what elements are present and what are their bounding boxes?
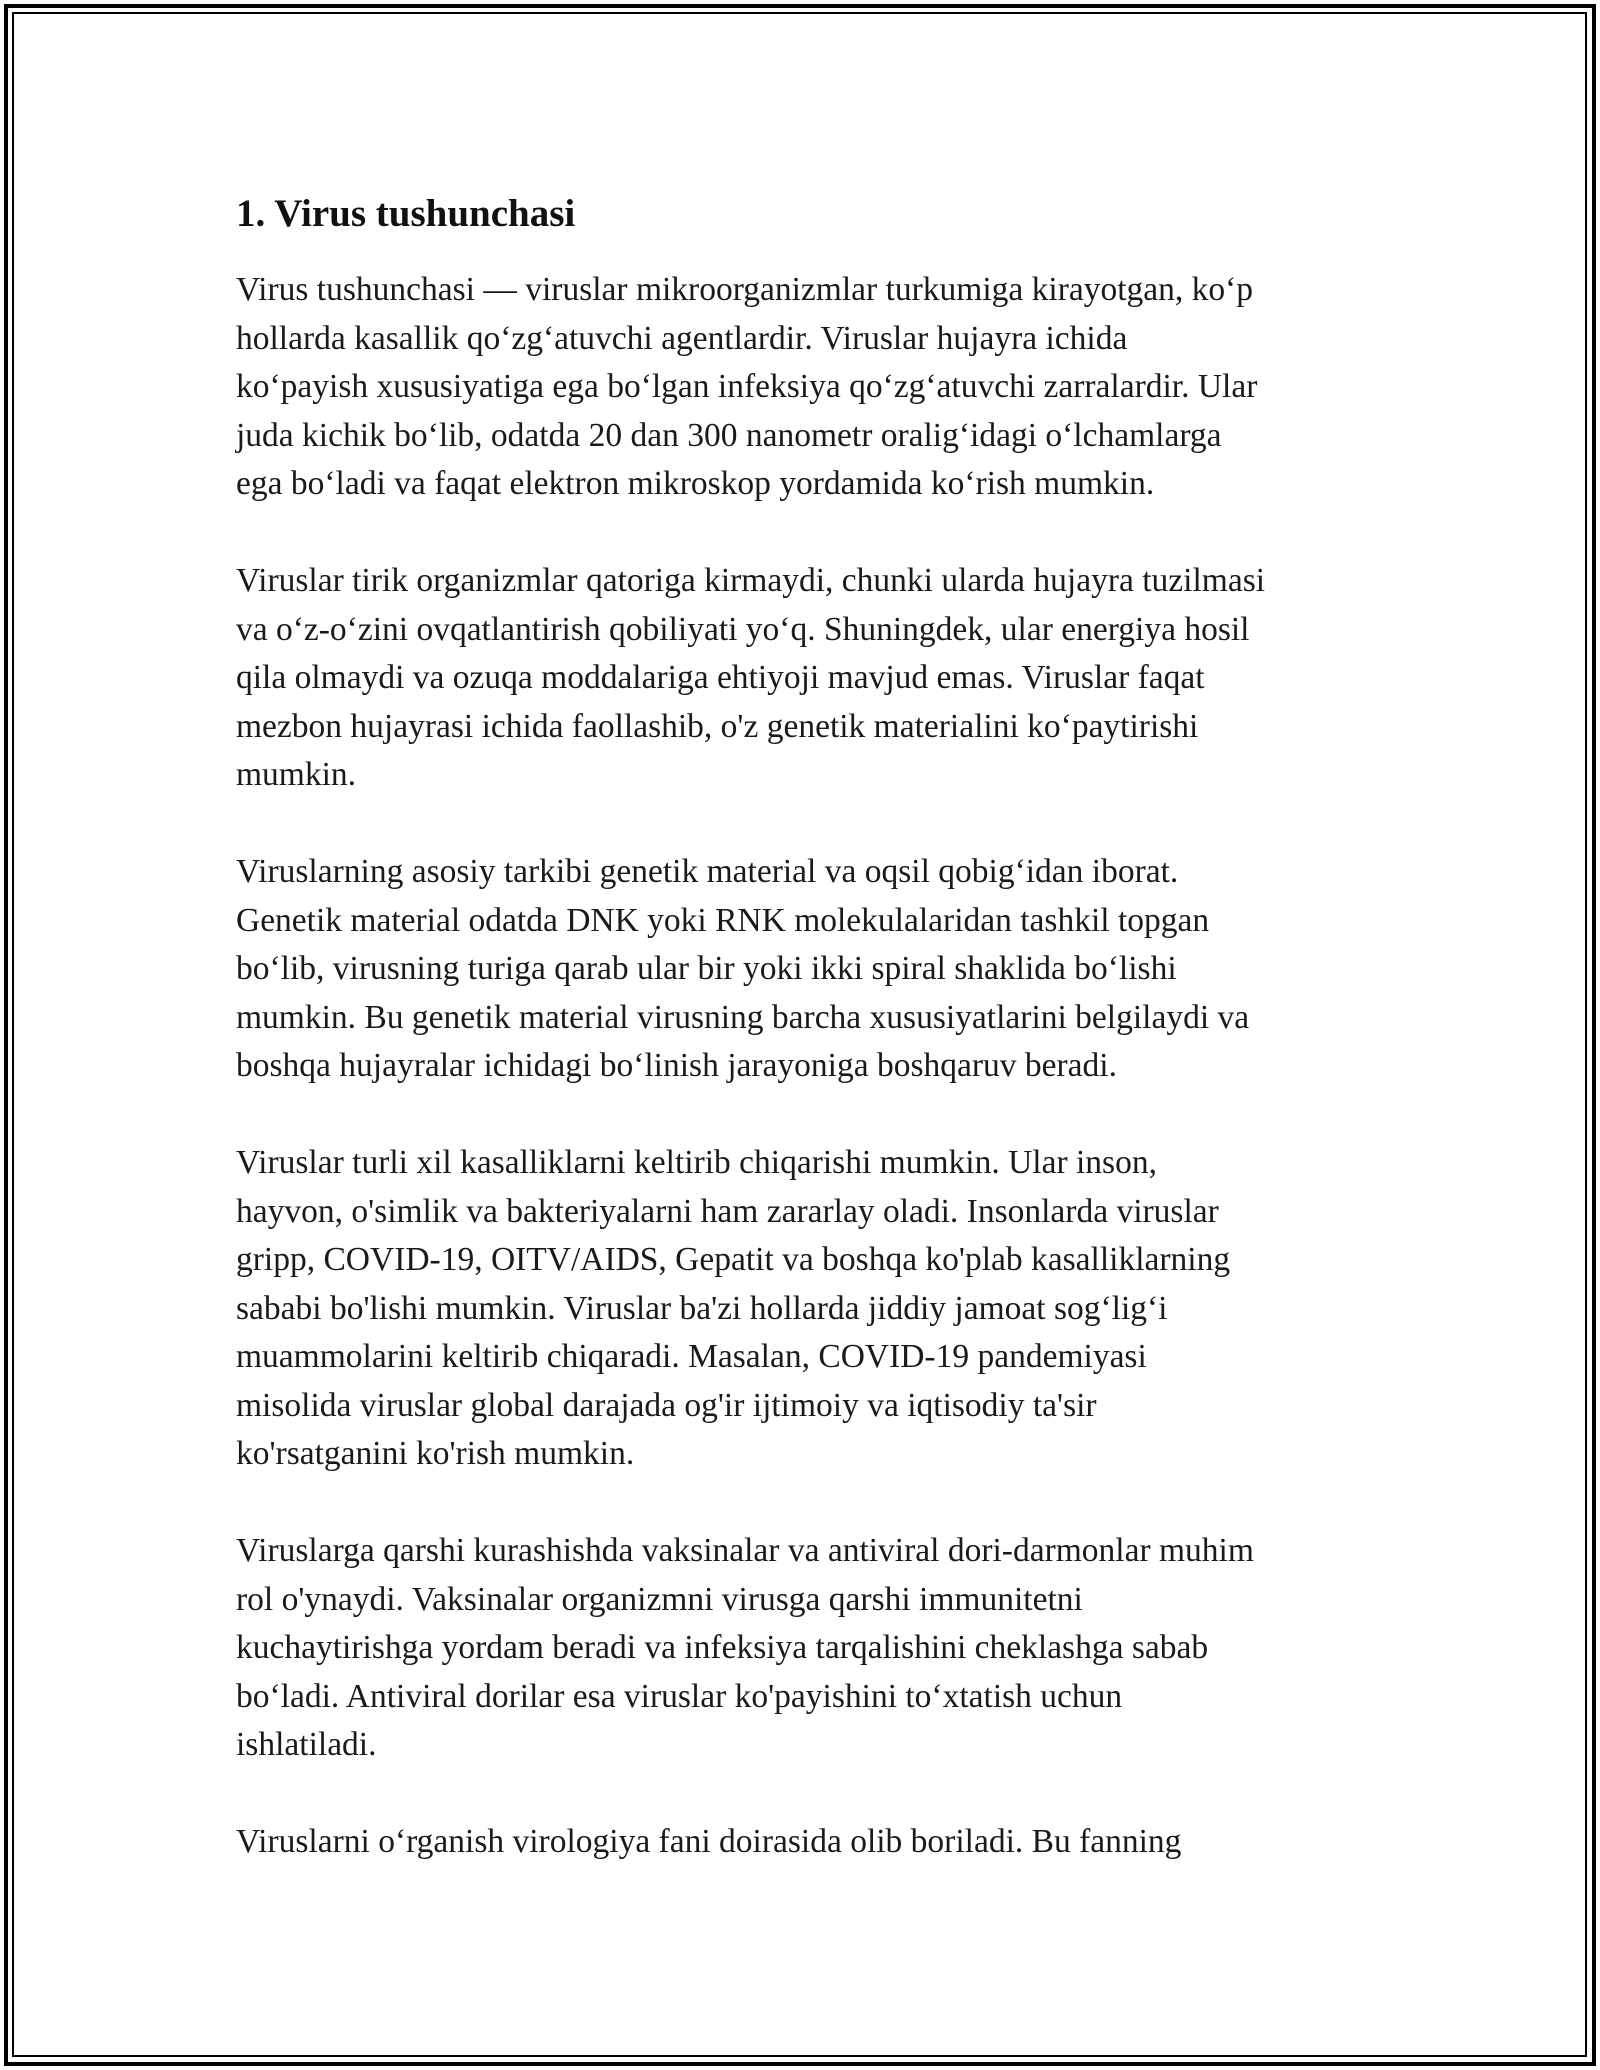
paragraph-line: mumkin. Bu genetik material virusning barcha xususiyatlarini belgilaydi va <box>236 998 1250 1036</box>
paragraph <box>236 266 1366 509</box>
paragraph-line: Genetik material odatda DNK yoki RNK molekulalaridan tashkil topgan <box>236 901 1210 939</box>
paragraph-line: gripp, COVID-19, OITV/AIDS, Gepatit va boshqa ko'plab kasalliklarning <box>236 1241 1231 1278</box>
paragraph-line: mezbon hujayrasi ichida faollashib, o'z genetik materialini koʻpaytirishi <box>236 707 1199 745</box>
paragraph <box>236 1527 1366 1770</box>
paragraph-line: kuchaytirishga yordam beradi va infeksiya tarqalishini cheklashga sabab <box>236 1629 1209 1666</box>
paragraph-line: Viruslarni oʻrganish virologiya fani doirasida olib boriladi. Bu fanning <box>236 1823 1182 1860</box>
paragraph-line: koʻpayish xususiyatiga ega boʻlgan infeksiya qoʻzgʻatuvchi zarralardir. Ular <box>236 368 1258 405</box>
paragraph-line: misolida viruslar global darajada og'ir ijtimoiy va iqtisodiy ta'sir <box>236 1386 1097 1424</box>
paragraph-line: boʻladi. Antiviral dorilar esa viruslar ko'payishini toʻxtatish uchun <box>236 1677 1123 1715</box>
paragraph-line: Viruslar turli xil kasalliklarni keltirib chiqarishi mumkin. Ular inson, <box>236 1144 1157 1181</box>
paragraph-line: Virus tushunchasi — viruslar mikroorganizmlar turkumiga kirayotgan, koʻp <box>236 271 1254 308</box>
paragraph-line: boʻlib, virusning turiga qarab ular bir yoki ikki spiral shaklida boʻlishi <box>236 950 1177 987</box>
paragraph-line: hollarda kasallik qoʻzgʻatuvchi agentlardir. Viruslar hujayra ichida <box>236 319 1128 357</box>
paragraph <box>236 1818 1366 1867</box>
paragraph-line: mumkin. <box>236 756 357 793</box>
paragraph-line: boshqa hujayralar ichidagi boʻlinish jarayoniga boshqaruv beradi. <box>236 1047 1117 1084</box>
paragraph-line: ishlatiladi. <box>236 1726 377 1763</box>
paragraph-line: hayvon, o'simlik va bakteriyalarni ham zararlay oladi. Insonlarda viruslar <box>236 1192 1219 1230</box>
paragraph-line: rol o'ynaydi. Vaksinalar organizmni virusga qarshi immunitetni <box>236 1580 1083 1618</box>
paragraph-line: va oʻz-oʻzini ovqatlantirish qobiliyati yoʻq. Shuningdek, ular energiya hosil <box>236 610 1250 648</box>
paragraph <box>236 1139 1366 1479</box>
paragraph-line: sababi bo'lishi mumkin. Viruslar ba'zi hollarda jiddiy jamoat sogʻligʻi <box>236 1289 1168 1327</box>
paragraph <box>236 557 1366 800</box>
paragraph-line: ega boʻladi va faqat elektron mikroskop yordamida koʻrish mumkin. <box>236 465 1155 502</box>
paragraph-line: muammolarini keltirib chiqaradi. Masalan, COVID-19 pandemiyasi <box>236 1338 1147 1375</box>
section-heading: 1. Virus tushunchasi <box>236 192 576 235</box>
paragraph-line: ko'rsatganini ko'rish mumkin. <box>236 1435 635 1472</box>
paragraph <box>236 848 1366 1091</box>
document-body <box>236 186 1366 1915</box>
paragraph-line: juda kichik boʻlib, odatda 20 dan 300 nanometr oraligʻidagi oʻlchamlarga <box>236 416 1222 454</box>
paragraph-line: qila olmaydi va ozuqa moddalariga ehtiyoji mavjud emas. Viruslar faqat <box>236 659 1205 696</box>
paragraph-line: Viruslarga qarshi kurashishda vaksinalar va antiviral dori-darmonlar muhim <box>236 1532 1254 1569</box>
paragraph-list <box>236 266 1366 1867</box>
paragraph-line: Viruslarning asosiy tarkibi genetik material va oqsil qobigʻidan iborat. <box>236 853 1179 890</box>
paragraph-line: Viruslar tirik organizmlar qatoriga kirmaydi, chunki ularda hujayra tuzilmasi <box>236 562 1266 599</box>
